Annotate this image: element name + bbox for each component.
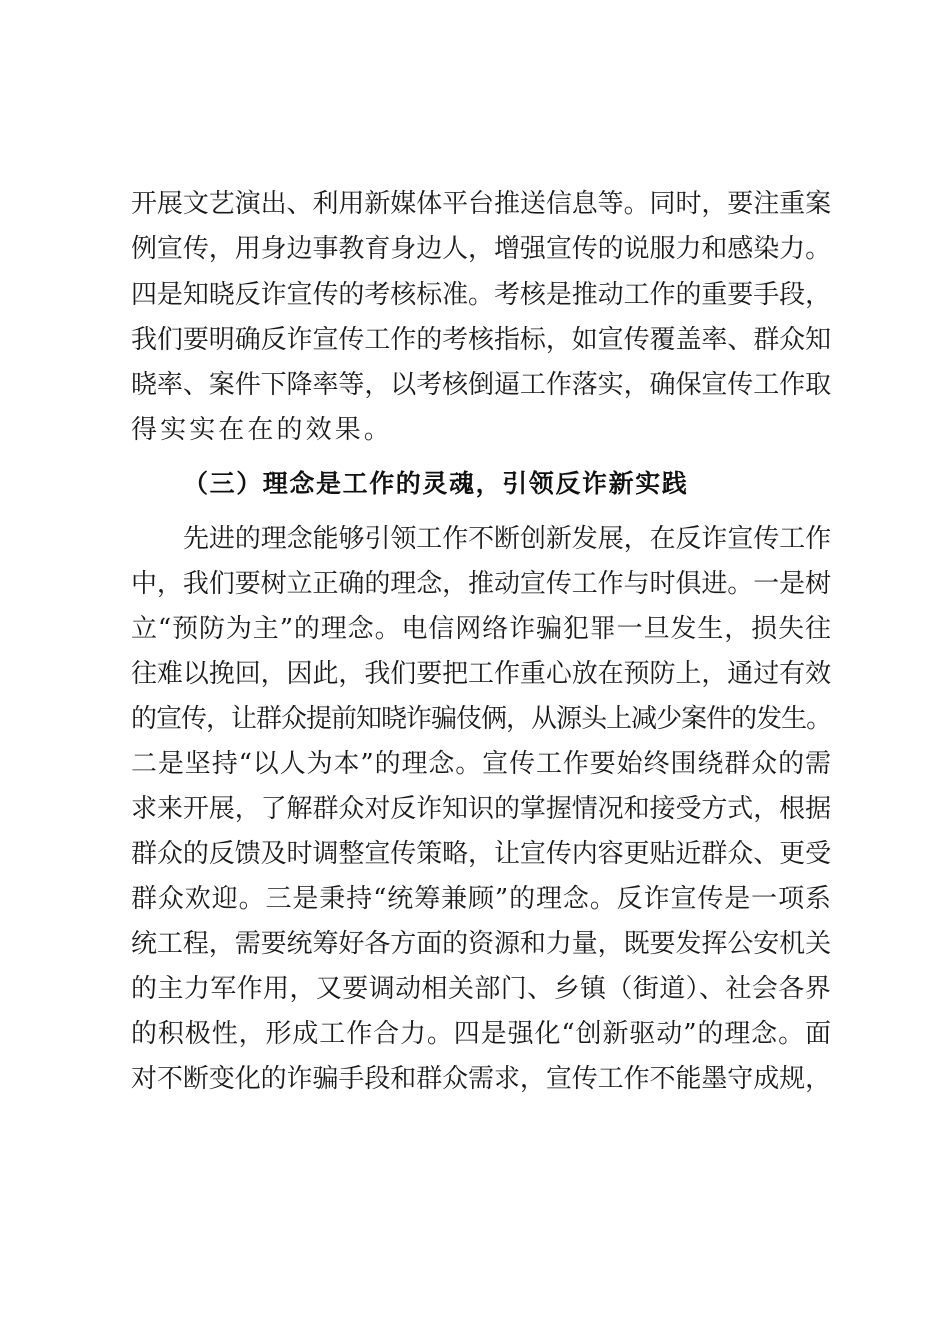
paragraph-line: 往难以挽回，因此，我们要把工作重心放在预防上，通过有效 <box>131 659 831 689</box>
paragraph-line: 晓率、案件下降率等，以考核倒逼工作落实，确保宣传工作取 <box>131 370 831 400</box>
paragraph-line: 例宣传，用身边事教育身边人，增强宣传的说服力和感染力。 <box>131 234 831 264</box>
section-heading: （三）理念是工作的灵魂，引领反诈新实践 <box>183 469 689 498</box>
paragraph-line: 群众的反馈及时调整宣传策略，让宣传内容更贴近群众、更受 <box>131 839 831 869</box>
paragraph-line: 开展文艺演出、利用新媒体平台推送信息等。同时，要注重案 <box>131 189 831 219</box>
paragraph-line: 先进的理念能够引领工作不断创新发展，在反诈宣传工作 <box>183 524 831 554</box>
paragraph-line: 得实实在在的效果。 <box>131 415 393 445</box>
paragraph-line: 立“预防为主”的理念。电信网络诈骗犯罪一旦发生，损失往 <box>131 614 832 644</box>
paragraph-line: 我们要明确反诈宣传工作的考核指标，如宣传覆盖率、群众知 <box>131 325 831 355</box>
paragraph-line: 的积极性，形成工作合力。四是强化“创新驱动”的理念。面 <box>131 1019 832 1049</box>
paragraph-line: 群众欢迎。三是秉持“统筹兼顾”的理念。反诈宣传是一项系 <box>131 884 832 914</box>
paragraph-line: 二是坚持“以人为本”的理念。宣传工作要始终围绕群众的需 <box>131 749 832 779</box>
paragraph-line: 求来开展，了解群众对反诈知识的掌握情况和接受方式，根据 <box>131 794 831 824</box>
paragraph-line: 四是知晓反诈宣传的考核标准。考核是推动工作的重要手段， <box>131 280 831 310</box>
paragraph-line: 的宣传，让群众提前知晓诈骗伎俩，从源头上减少案件的发生。 <box>131 704 831 734</box>
paragraph-line: 的主力军作用，又要调动相关部门、乡镇（街道）、社会各界 <box>131 974 831 1004</box>
paragraph-line: 统工程，需要统筹好各方面的资源和力量，既要发挥公安机关 <box>131 929 831 959</box>
paragraph-line: 中，我们要树立正确的理念，推动宣传工作与时俱进。一是树 <box>131 569 831 599</box>
paragraph-line: 对不断变化的诈骗手段和群众需求，宣传工作不能墨守成规， <box>131 1064 831 1094</box>
